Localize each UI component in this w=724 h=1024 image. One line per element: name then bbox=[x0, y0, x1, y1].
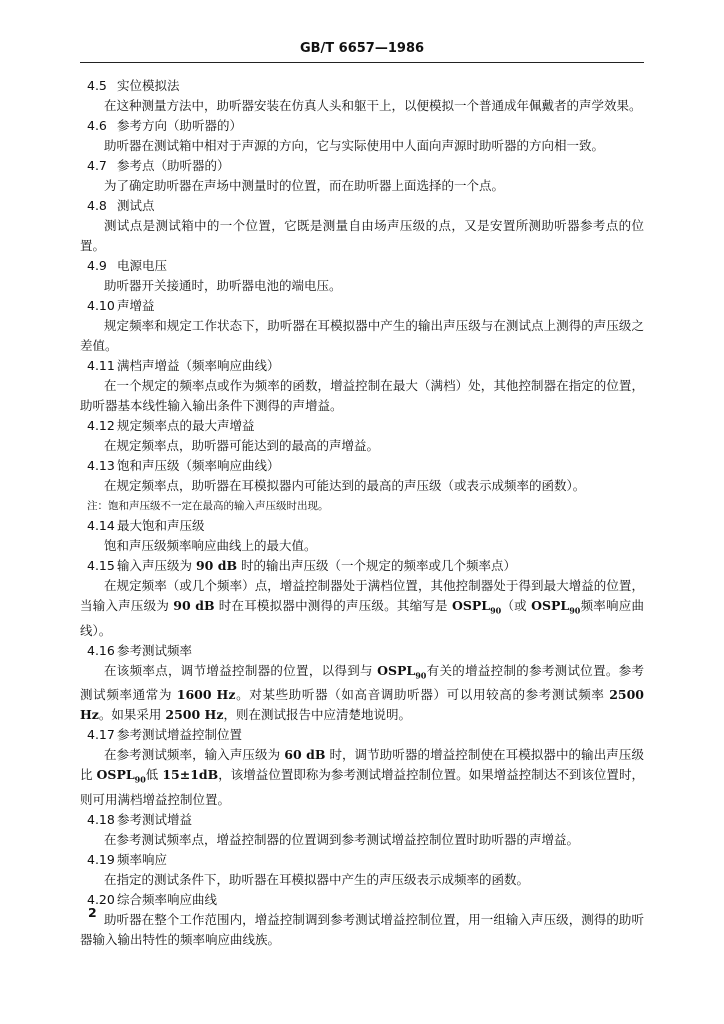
text-run: 在规定频率（或几个频率）点，增益控制器处于满档位置，其他控制器处于得到最大增益的位置，当输入声压级为 bbox=[80, 578, 644, 613]
section-heading bbox=[80, 810, 644, 830]
section-heading bbox=[80, 116, 644, 136]
section-title: 电源电压 bbox=[117, 258, 168, 273]
text-run: （或 bbox=[501, 598, 532, 613]
text-run: 低 bbox=[145, 767, 163, 782]
note: 注：饱和声压级不一定在最高的输入声压级时出现。 bbox=[87, 500, 329, 512]
ospl-term: OSPL bbox=[96, 767, 135, 782]
paragraph bbox=[80, 745, 644, 810]
section-title: 参考点（助听器的） bbox=[117, 158, 230, 173]
section-title: 测试点 bbox=[117, 198, 155, 213]
page-header: GB/T 6657—1986 bbox=[299, 41, 425, 56]
value-90db: 90 dB bbox=[173, 598, 215, 613]
section-number: 4.10 bbox=[87, 298, 115, 313]
paragraph: 饱和声压级频率响应曲线上的最大值。 bbox=[104, 538, 317, 553]
text-run: 时在耳模拟器中测得的声压级。其缩写是 bbox=[214, 598, 452, 613]
paragraph: 在这种测量方法中，助听器安装在仿真人头和躯干上，以便模拟一个普通成年佩戴者的声学效果。 bbox=[104, 98, 642, 113]
text-run: 在参考测试频率，输入声压级为 bbox=[104, 747, 285, 762]
value-60db: 60 dB bbox=[284, 747, 326, 762]
paragraph: 助听器在测试箱中相对于声源的方向，它与实际使用中人面向声源时助听器的方向相一致。 bbox=[104, 138, 605, 153]
section-heading bbox=[80, 356, 644, 376]
text-run: 。对某些助听器（如高音调助听器）可以用较高的参考测试频率 bbox=[235, 687, 610, 702]
ospl-term: OSPL bbox=[377, 662, 416, 678]
section-title: 声增益 bbox=[117, 298, 155, 313]
ospl-term: OSPL bbox=[451, 598, 491, 613]
text-run: 。如果采用 bbox=[98, 707, 166, 722]
section-number: 4.14 bbox=[87, 518, 115, 533]
section-number: 4.17 bbox=[87, 727, 115, 742]
section-number: 4.19 bbox=[87, 851, 115, 867]
paragraph: 在指定的测试条件下，助听器在耳模拟器中产生的声压级表示成频率的函数。 bbox=[104, 871, 530, 887]
paragraph: 助听器在整个工作范围内，增益控制调到参考测试增益控制位置，用一组输入声压级，测得的助听器输入输出特性的频率响应曲线族。 bbox=[80, 911, 644, 947]
section-title: 实位模拟法 bbox=[117, 78, 180, 93]
value-2500hz: 2500 Hz bbox=[165, 707, 224, 722]
section-title: 最大饱和声压级 bbox=[117, 518, 205, 533]
page-number: 2 bbox=[88, 905, 97, 920]
section-number: 4.15 bbox=[87, 558, 115, 573]
paragraph: 测试点是测试箱中的一个位置，它既是测量自由场声压级的点，又是安置所测助听器参考点的位置。 bbox=[80, 218, 644, 253]
section-number: 4.5 bbox=[87, 78, 107, 93]
paragraph: 规定频率和规定工作状态下，助听器在耳模拟器中产生的输出声压级与在测试点上测得的声压级之差值。 bbox=[80, 318, 644, 353]
ospl-subscript: 90 bbox=[134, 774, 146, 785]
ospl-term: OSPL bbox=[531, 598, 570, 613]
section-number: 4.13 bbox=[87, 458, 115, 473]
section-heading bbox=[80, 725, 644, 745]
section-number: 4.18 bbox=[87, 811, 115, 827]
section-heading bbox=[80, 416, 644, 436]
section-title: 规定频率点的最大声增益 bbox=[117, 418, 255, 433]
section-title: 参考测试增益控制位置 bbox=[117, 727, 243, 742]
section-title: 饱和声压级（频率响应曲线） bbox=[117, 458, 280, 473]
section-heading bbox=[80, 516, 644, 536]
section-heading bbox=[80, 456, 644, 476]
section-number: 4.12 bbox=[87, 418, 115, 433]
paragraph: 在规定频率点，助听器可能达到的最高的声增益。 bbox=[104, 438, 380, 453]
section-number: 4.6 bbox=[87, 118, 107, 133]
section-number: 4.20 bbox=[87, 891, 115, 907]
section-heading bbox=[80, 76, 644, 96]
section-heading bbox=[80, 256, 644, 276]
document-body bbox=[80, 76, 644, 950]
paragraph bbox=[80, 576, 644, 641]
section-heading bbox=[80, 890, 644, 910]
section-heading bbox=[80, 556, 644, 576]
text-run: ，该增益位置即称为参考测试增益控制位置。如果增益控制达不到该位置时，则可用满档增益控制位置。 bbox=[80, 767, 644, 807]
section-title: 频率响应 bbox=[117, 851, 168, 867]
text-run: 在该频率点，调节增益控制器的位置，以得到与 bbox=[104, 662, 378, 678]
section-title: 输入声压级为 bbox=[117, 558, 196, 573]
section-number: 4.8 bbox=[87, 198, 107, 213]
section-title: 参考方向（助听器的） bbox=[117, 118, 243, 133]
header-rule bbox=[80, 62, 644, 63]
section-number: 4.16 bbox=[87, 642, 115, 658]
section-title: 时的输出声压级（一个规定的频率或几个频率点） bbox=[237, 558, 517, 573]
ospl-subscript: 90 bbox=[569, 605, 581, 616]
section-title: 参考测试增益 bbox=[117, 811, 193, 827]
value-90db: 90 dB bbox=[195, 558, 238, 573]
section-heading bbox=[80, 196, 644, 216]
paragraph: 在规定频率点，助听器在耳模拟器内可能达到的最高的声压级（或表示成频率的函数）。 bbox=[104, 478, 586, 493]
paragraph: 在参考测试频率点，增益控制器的位置调到参考测试增益控制位置时助听器的声增益。 bbox=[104, 831, 580, 847]
text-run: ，则在测试报告中应清楚地说明。 bbox=[223, 707, 411, 722]
section-title: 综合频率响应曲线 bbox=[117, 891, 218, 907]
ospl-subscript: 90 bbox=[415, 670, 427, 680]
section-heading bbox=[80, 850, 644, 870]
section-title: 满档声增益（频率响应曲线） bbox=[117, 358, 280, 373]
section-number: 4.7 bbox=[87, 158, 107, 173]
paragraph: 助听器开关接通时，助听器电池的端电压。 bbox=[104, 278, 342, 293]
text-run: 时，调节助听器的增益控制使在耳模拟器中的输出声压级比 bbox=[80, 747, 644, 782]
paragraph: 在一个规定的频率点或作为频率的函数，增益控制在最大（满档）处，其他控制器在指定的位置，助听器基本线性输入输出条件下测得的声增益。 bbox=[80, 378, 644, 413]
section-title: 参考测试频率 bbox=[117, 642, 193, 658]
value-1600hz: 1600 Hz bbox=[176, 687, 236, 702]
section-number: 4.9 bbox=[87, 258, 107, 273]
section-heading bbox=[80, 156, 644, 176]
paragraph: 为了确定助听器在声场中测量时的位置，而在助听器上面选择的一个点。 bbox=[104, 178, 505, 193]
section-heading bbox=[80, 641, 644, 661]
section-number: 4.11 bbox=[87, 358, 115, 373]
ospl-subscript: 90 bbox=[490, 605, 502, 616]
paragraph bbox=[80, 661, 644, 726]
section-heading bbox=[80, 296, 644, 316]
text-run: 有关的增益控制的参考测试位置。参考测试频率通常为 bbox=[80, 662, 644, 702]
value-15db: 15±1dB bbox=[162, 767, 219, 782]
value-2500hz: 2500 Hz bbox=[80, 687, 644, 722]
text-run: 频率响应曲线）。 bbox=[80, 598, 644, 638]
